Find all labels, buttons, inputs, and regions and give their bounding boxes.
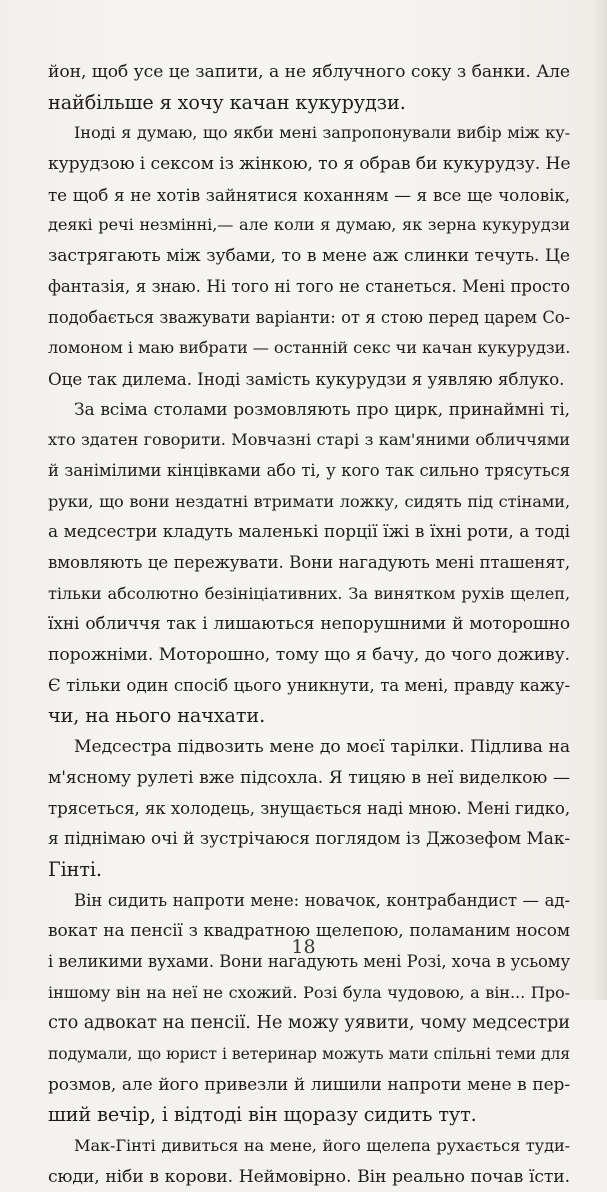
text-line: чи, на нього начхати. <box>48 704 266 728</box>
text-line: Медсестра підвозить мене до моєї тарілки. Підлива на <box>74 737 570 758</box>
text-line: ший вечір, і відтоді він щоразу сидить тут. <box>48 1103 477 1127</box>
text-line: а медсестри кладуть маленькі порції їжі в їхні роти, а тоді <box>48 522 570 543</box>
text-line: застрягають між зубами, то в мене аж слинки течуть. Це <box>48 246 570 267</box>
page-edge-shadow <box>593 0 607 1000</box>
text-line: йон, щоб усе це запити, а не яблучного соку з банки. Але <box>48 62 570 82</box>
text-line: розмов, але його привезли й лишили напроти мене в пер- <box>48 1074 570 1095</box>
text-line: порожніми. Моторошно, тому що я бачу, до чого доживу. <box>48 645 570 666</box>
text-line: сюди, ніби в корови. Неймовірно. Він реально почав їсти. <box>48 1166 570 1187</box>
text-line: іншому він на неї не схожий. Розі була чудовою, а він... Про- <box>48 982 570 1002</box>
text-line: Він сидить напроти мене: новачок, контрабандист — ад- <box>74 890 570 910</box>
text-line: Є тільки один спосіб цього уникнути, та мені, правду кажу- <box>48 675 570 695</box>
text-line: деякі речі незмінні,— але коли я думаю, як зерна кукурудзи <box>48 215 570 235</box>
page-number: 18 <box>291 936 316 958</box>
text-line: хто здатен говорити. Мовчазні старі з кам'яними обличчями <box>48 430 570 450</box>
text-line: вмовляють це пережувати. Вони нагадують мені пташенят, <box>48 553 570 572</box>
text-line: Оце так дилема. Іноді замість кукурудзи я уявляю яблуко. <box>48 368 565 389</box>
text-line: м'ясному рулеті вже підсохла. Я тицяю в неї виделкою — <box>48 767 570 788</box>
text-line: я піднімаю очі й зустрічаюся поглядом із Джозефом Мак- <box>48 829 570 850</box>
text-line: те щоб я не хотів зайнятися коханням — я все ще чоловік, <box>48 184 570 205</box>
text-line: найбільше я хочу качан кукурудзи. <box>48 90 406 114</box>
text-line: тільки абсолютно безініціативних. За винятком рухів щелеп, <box>48 583 570 603</box>
text-line: трясеться, як холодець, знущається наді мною. Мені гидко, <box>48 798 570 818</box>
text-line: Іноді я думаю, що якби мені запропонували вибір між ку- <box>74 123 570 143</box>
text-line: подумали, що юрист і ветеринар можуть мати спільні теми для <box>48 1045 570 1063</box>
text-line: і великими вухами. Вони нагадують мені Розі, хоча в усьому <box>48 951 570 971</box>
text-line: фантазія, я знаю. Ні того ні того не станеться. Мені просто <box>48 276 570 296</box>
text-line: За всіма столами розмовляють про цирк, принаймні ті, <box>74 399 570 420</box>
text-line: Гінті. <box>48 857 102 881</box>
text-line: їхні обличчя так і лишаються непорушними й моторошно <box>48 614 570 635</box>
body-text <box>48 57 570 1192</box>
text-line: курудзою і сексом із жінкою, то я обрав би кукурудзу. Не <box>48 154 571 175</box>
text-line: вокат на пенсії з квадратною щелепою, поламаним носом <box>48 921 570 942</box>
text-line: ломоном і маю вибрати — останній секс чи качан кукурудзи. <box>48 338 571 358</box>
text-line: сто адвокат на пенсії. Не можу уявити, чому медсестри <box>48 1012 570 1034</box>
text-line: руки, що вони нездатні втримати ложку, сидять під стінами, <box>48 491 570 511</box>
text-line: й занімілими кінцівками або ті, у кого так сильно трясуться <box>48 460 570 480</box>
text-line: Мак-Гінті дивиться на мене, його щелепа рухається туди- <box>74 1136 570 1156</box>
text-line: подобається зважувати варіанти: от я стою перед царем Со- <box>48 307 570 327</box>
